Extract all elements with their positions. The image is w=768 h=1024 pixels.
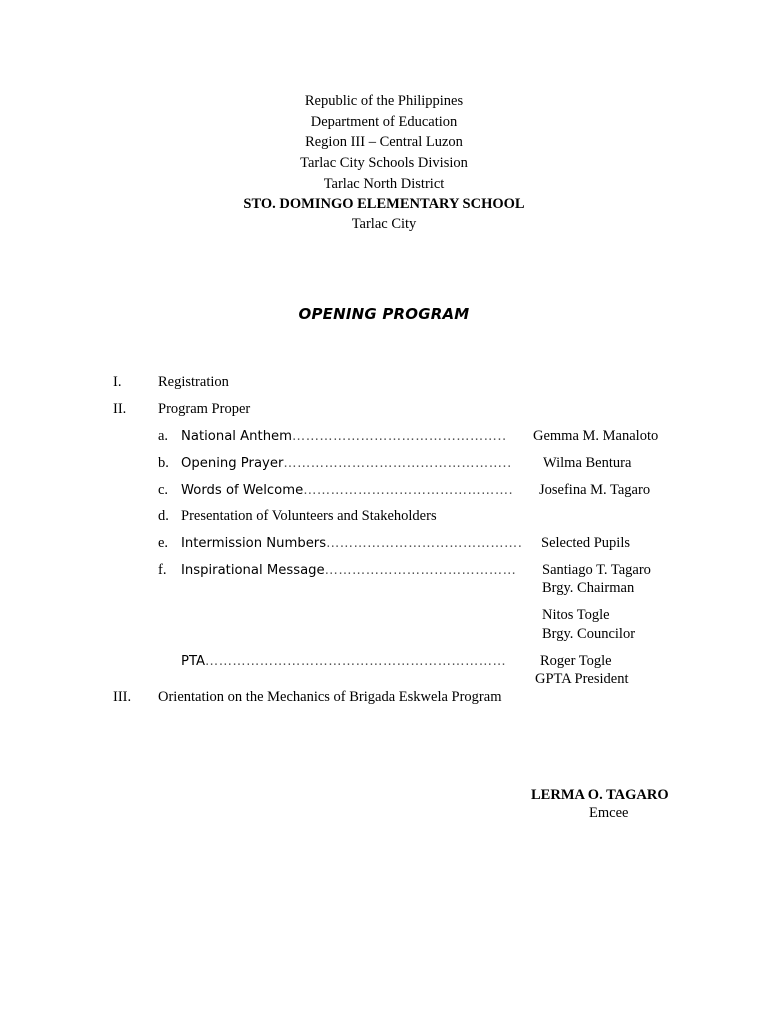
page-title: OPENING PROGRAM xyxy=(298,305,470,323)
header-line-region: Region III – Central Luzon xyxy=(305,134,463,150)
header-line-division: Tarlac City Schools Division xyxy=(300,155,468,171)
sub-item-intermission xyxy=(181,536,522,551)
sub-item-presentation: Presentation of Volunteers and Stakeholders xyxy=(181,508,437,524)
header-line-department: Department of Education xyxy=(310,114,458,130)
sub-item-letter: d. xyxy=(158,508,169,524)
header-line-republic: Republic of the Philippines xyxy=(304,93,464,109)
sub-item-label: Words of Welcome xyxy=(181,483,304,498)
program-item-number: I. xyxy=(113,374,122,390)
sub-item-national-anthem xyxy=(181,429,507,444)
school-name: STO. DOMINGO ELEMENTARY SCHOOL xyxy=(243,196,525,212)
dot-leader: ………………………………………………………… xyxy=(205,654,507,669)
dot-leader: …………………………………… xyxy=(324,563,517,578)
sub-item-letter: f. xyxy=(158,562,167,578)
signatory-name: LERMA O. TAGARO xyxy=(531,787,669,803)
program-item-number: II. xyxy=(113,401,127,417)
sub-item-label: Inspirational Message xyxy=(181,563,325,578)
assignee-role: Brgy. Councilor xyxy=(542,626,636,642)
sub-item-label: Opening Prayer xyxy=(181,456,284,471)
assignee-name: Gemma M. Manaloto xyxy=(533,428,659,444)
assignee-name: Selected Pupils xyxy=(541,535,631,551)
dot-leader: ………………………………………….. xyxy=(283,456,512,471)
sub-item-label: PTA xyxy=(181,654,206,669)
assignee-name: Roger Togle xyxy=(540,653,612,669)
assignee-name: Nitos Togle xyxy=(542,607,610,623)
assignee-name: Santiago T. Tagaro xyxy=(542,562,651,578)
dot-leader: ………………………………………. xyxy=(303,483,514,498)
signatory-role: Emcee xyxy=(589,805,629,821)
sub-item-letter: b. xyxy=(158,455,169,471)
program-item-program-proper: Program Proper xyxy=(158,401,251,417)
header-line-district: Tarlac North District xyxy=(323,176,445,192)
sub-item-label: Intermission Numbers xyxy=(181,536,327,551)
header-line-city: Tarlac City xyxy=(351,216,417,232)
sub-item-opening-prayer xyxy=(181,456,512,471)
sub-item-inspirational-message xyxy=(181,563,516,578)
assignee-role: GPTA President xyxy=(535,671,629,687)
program-item-number: III. xyxy=(113,689,132,705)
sub-item-letter: a. xyxy=(158,428,169,444)
sub-item-words-of-welcome xyxy=(181,483,513,498)
assignee-name: Josefina M. Tagaro xyxy=(539,482,651,498)
sub-item-letter: e. xyxy=(158,535,169,551)
sub-item-letter: c. xyxy=(158,482,169,498)
dot-leader: ……………………………………. xyxy=(326,536,523,551)
sub-item-label: National Anthem xyxy=(181,429,293,444)
assignee-role: Brgy. Chairman xyxy=(542,580,635,596)
program-item-registration: Registration xyxy=(158,374,229,390)
dot-leader: ……………………………………….. xyxy=(292,429,507,444)
sub-item-pta xyxy=(181,654,506,669)
program-item-orientation: Orientation on the Mechanics of Brigada Eskwela Program xyxy=(158,689,502,705)
assignee-name: Wilma Bentura xyxy=(543,455,632,471)
